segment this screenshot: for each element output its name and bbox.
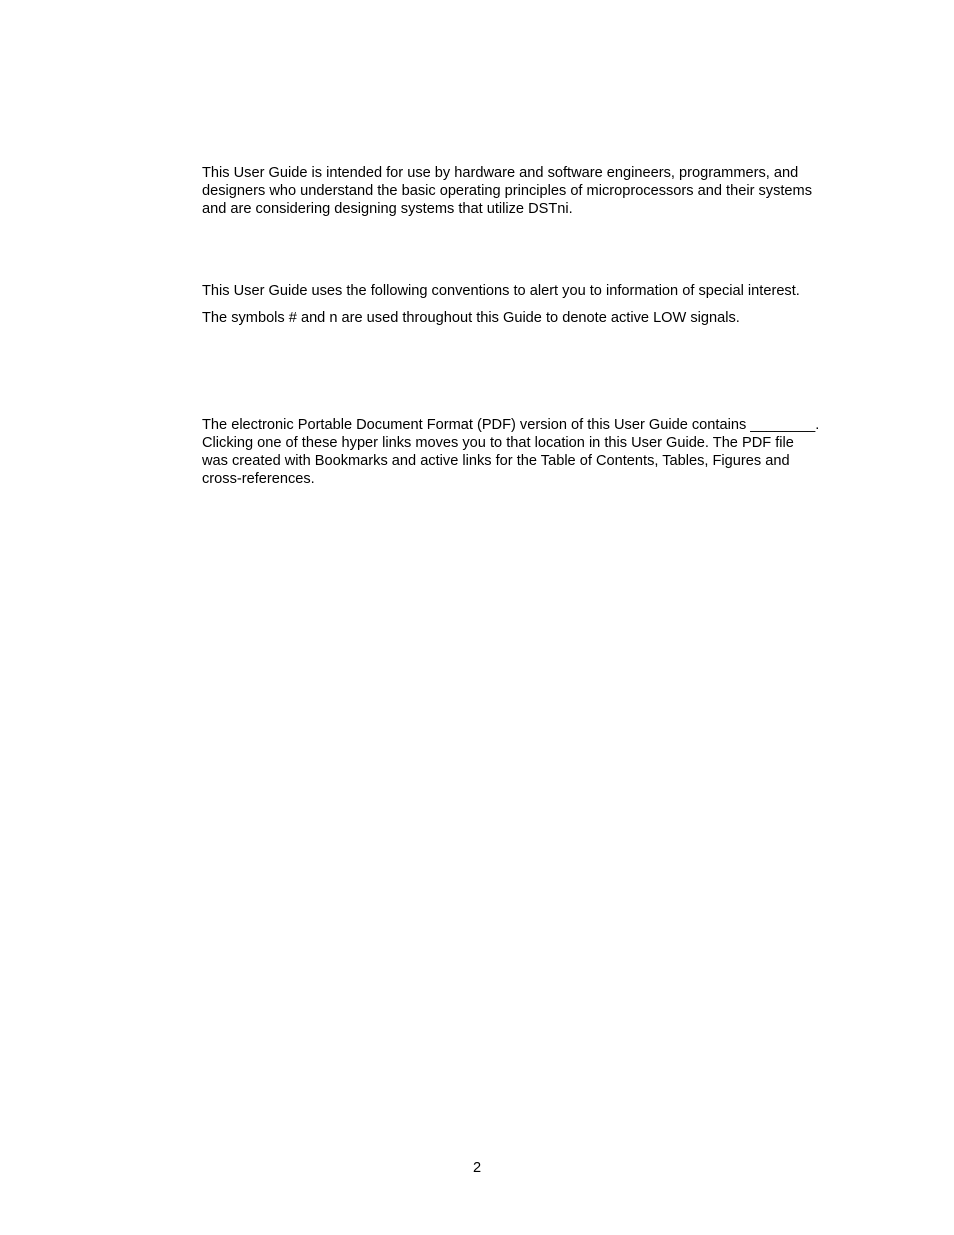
- page-number: 2: [472, 1160, 482, 1176]
- symbols-paragraph: [202, 309, 872, 327]
- audience-paragraph: [202, 164, 872, 218]
- conventions-intro-paragraph: [202, 282, 872, 300]
- symbols-text: The symbols # and n are used throughout this Guide to denote active LOW signals.: [202, 310, 740, 326]
- audience-line-3: and are considering designing systems that utilize DSTni.: [202, 201, 573, 217]
- audience-line-1: This User Guide is intended for use by hardware and software engineers, programmers, and: [202, 165, 799, 181]
- pdf-info-line-4: cross-references.: [202, 471, 315, 487]
- audience-line-2: designers who understand the basic operating principles of microprocessors and their systems: [202, 183, 813, 199]
- pdf-info-line-1: The electronic Portable Document Format (PDF) version of this User Guide contains ________.: [202, 417, 820, 433]
- pdf-info-line-3: was created with Bookmarks and active links for the Table of Contents, Tables, Figures and: [202, 453, 790, 469]
- conventions-intro-text: This User Guide uses the following conventions to alert you to information of special interest.: [202, 283, 800, 299]
- pdf-info-paragraph: [202, 416, 872, 488]
- pdf-info-line-2: Clicking one of these hyper links moves you to that location in this User Guide. The PDF file: [202, 435, 794, 451]
